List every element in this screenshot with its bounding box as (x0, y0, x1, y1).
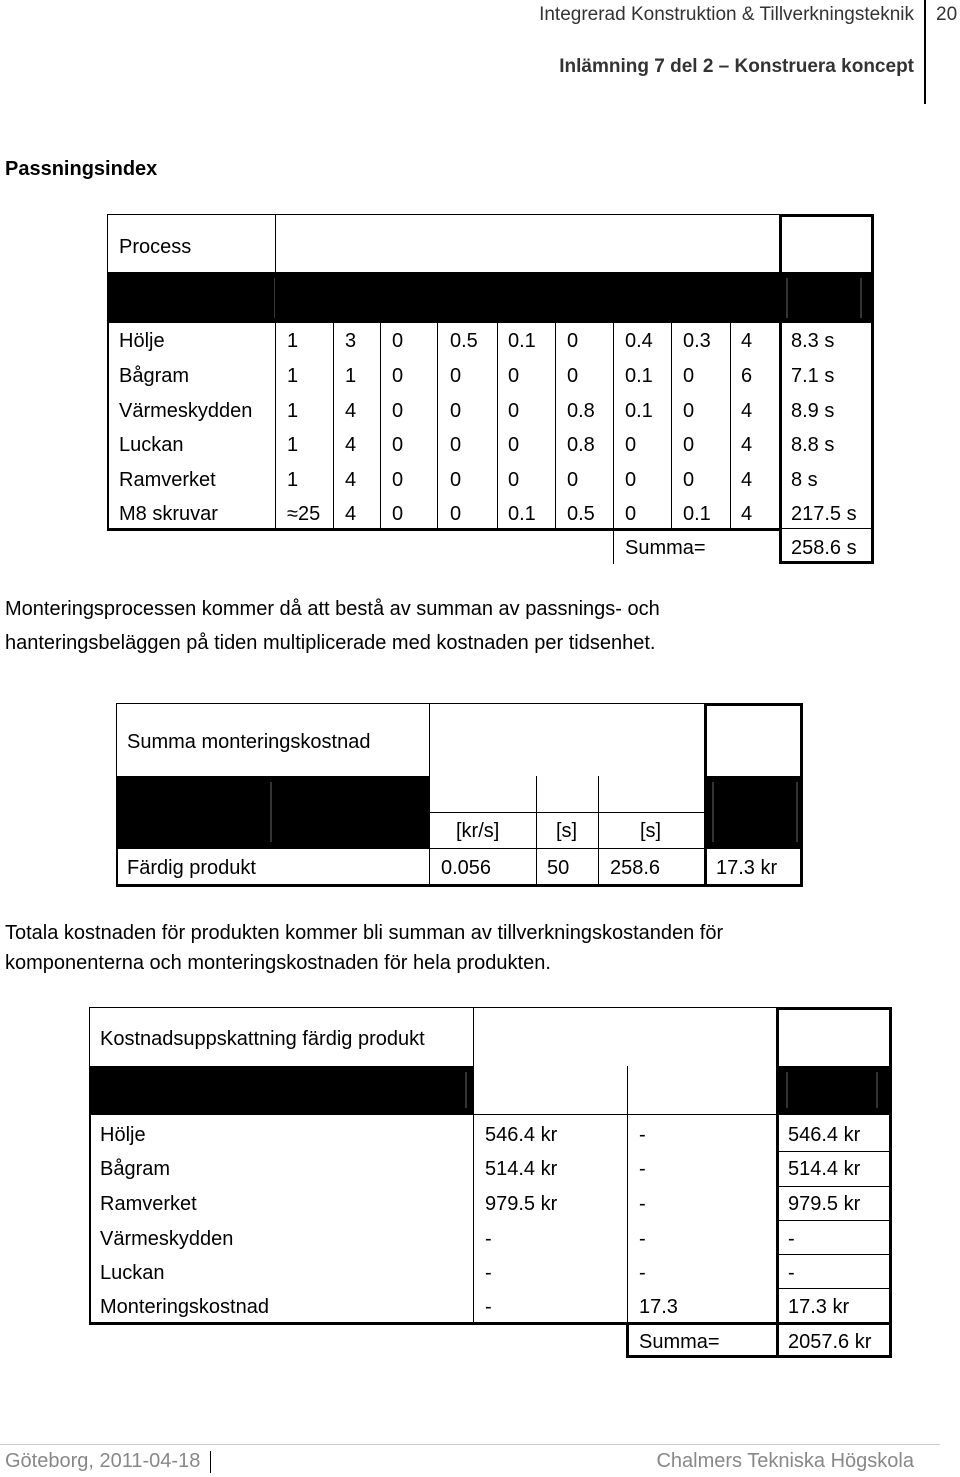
t2-cell: 258.6 (610, 857, 661, 879)
t2-header-blank (429, 703, 706, 777)
t1-col-line (437, 272, 438, 530)
t3-band-sep (465, 1072, 467, 1108)
t1-cell: 0 (450, 469, 462, 491)
paragraph-2-line: Totala kostnaden för produkten kommer bli summan av tillverkningskostanden för (5, 922, 724, 944)
t3-cell: - (639, 1158, 646, 1180)
t3-row-line (776, 1220, 892, 1221)
t1-cell: 0 (392, 434, 404, 456)
t1-col-line (730, 272, 731, 530)
t3-row-line (776, 1254, 892, 1255)
t3-sum-box-left (626, 1322, 629, 1358)
t1-black-band (107, 272, 874, 322)
t2-col-line (598, 776, 599, 886)
t1-cell: 0 (392, 469, 404, 491)
t3-header-blank (473, 1007, 779, 1067)
t1-cell: 0 (508, 469, 520, 491)
t1-col-line (107, 322, 109, 530)
t1-cell: 4 (741, 503, 753, 525)
t1-sum-value: 258.6 s (791, 537, 857, 559)
t1-band-sep (860, 278, 862, 318)
t2-cell: 0.056 (441, 857, 492, 879)
t3-cell: - (485, 1228, 492, 1250)
t2-band-sep (712, 782, 714, 842)
t1-cell: 1 (287, 434, 299, 456)
t3-row-line (776, 1186, 892, 1187)
t3-row-line (776, 1151, 892, 1152)
t2-black-band-right (704, 776, 803, 848)
t1-cell: 0.1 (625, 365, 653, 387)
t3-row-name: Luckan (100, 1262, 165, 1284)
t1-cell: 6 (741, 365, 753, 387)
t1-row-name: Värmeskydden (119, 400, 253, 422)
t3-col-line (889, 1066, 892, 1358)
t1-cell: 1 (287, 330, 299, 352)
t1-row-total: 8.9 s (791, 400, 835, 422)
t1-col-line (555, 272, 556, 530)
t3-row-name: Hölje (100, 1124, 146, 1146)
t3-sum-box-bottom (626, 1355, 892, 1358)
t1-cell: 0 (567, 469, 579, 491)
t3-row-total: 979.5 kr (788, 1193, 861, 1215)
t3-row-total: 514.4 kr (788, 1158, 861, 1180)
t1-cell: 0 (508, 400, 520, 422)
t2-row-name: Färdig produkt (127, 857, 256, 879)
t1-row-line (107, 322, 874, 323)
t1-cell: 0.5 (450, 330, 478, 352)
t1-cell: 0 (392, 400, 404, 422)
t3-col-line (473, 1066, 474, 1324)
t1-col-line (333, 272, 334, 530)
t3-row-total: - (788, 1262, 795, 1284)
t3-row-line (89, 1114, 892, 1115)
t3-row-total: 17.3 kr (788, 1296, 850, 1318)
t3-row-name: Bågram (100, 1158, 171, 1180)
t3-col-line (627, 1066, 628, 1324)
t1-cell: 0 (508, 365, 520, 387)
t1-cell: 1 (287, 469, 299, 491)
t1-cell: 0 (567, 330, 579, 352)
t1-cell: 4 (345, 469, 357, 491)
paragraph-2 (5, 918, 723, 978)
t2-unit: [s] (640, 820, 662, 842)
t3-cell: - (639, 1193, 646, 1215)
t3-band-sep (786, 1072, 788, 1108)
t1-cell: 0.1 (625, 400, 653, 422)
t1-cell: 0 (450, 365, 462, 387)
t1-row-total: 8 s (791, 469, 818, 491)
t1-cell: 0 (392, 330, 404, 352)
t1-row-name: Ramverket (119, 469, 216, 491)
t1-row-name: M8 skruvar (119, 503, 218, 525)
t1-sum-label: Summa= (625, 537, 706, 559)
t1-row-name: Luckan (119, 434, 184, 456)
t1-cell: 0 (683, 400, 695, 422)
t2-unit: [s] (556, 820, 578, 842)
paragraph-1-line: Monteringsprocessen kommer då att bestå av summan av passnings- och (5, 598, 660, 620)
t1-band-sep (786, 278, 788, 318)
t1-header-total-cell (779, 214, 874, 272)
t2-unit: [kr/s] (456, 820, 500, 842)
t1-sum-box-left (613, 528, 614, 564)
t1-row-total: 217.5 s (791, 503, 857, 525)
t3-cell: 546.4 kr (485, 1124, 558, 1146)
t2-black-band-left (116, 776, 430, 848)
t1-row-name: Hölje (119, 330, 165, 352)
t1-row-total: 8.8 s (791, 434, 835, 456)
t1-cell: 0.1 (508, 330, 536, 352)
t3-cell: - (639, 1262, 646, 1284)
t1-row-total: 7.1 s (791, 365, 835, 387)
t1-cell: 3 (345, 330, 357, 352)
t2-col-line (800, 776, 803, 886)
paragraph-1-line: hanteringsbeläggen på tiden multiplicerade med kostnaden per tidsenhet. (5, 632, 656, 654)
t1-col-line (671, 272, 672, 530)
t3-row-line (776, 1288, 892, 1289)
t3-row-name: Värmeskydden (100, 1228, 234, 1250)
footer-separator (210, 1451, 211, 1473)
t3-row-total: - (788, 1228, 795, 1250)
t1-col-line (380, 272, 381, 530)
t2-header-total-cell (704, 703, 803, 777)
header-title: Integrerad Konstruktion & Tillverkningsteknik (539, 4, 914, 25)
t1-col-line (871, 272, 874, 564)
t1-cell: 4 (345, 503, 357, 525)
t3-header-total-cell (776, 1007, 892, 1067)
t3-cell: - (639, 1124, 646, 1146)
t1-cell: 4 (741, 400, 753, 422)
t1-row-line (107, 528, 782, 531)
t2-row-total: 17.3 kr (716, 857, 778, 879)
t1-cell: 4 (741, 330, 753, 352)
t1-header-blank (275, 214, 780, 272)
t1-cell: 0.4 (625, 330, 653, 352)
footer-date: Göteborg, 2011-04-18 (5, 1450, 201, 1472)
t1-cell: 0.8 (567, 434, 595, 456)
t1-cell: 0 (450, 400, 462, 422)
t1-cell: 0.1 (683, 503, 711, 525)
t1-cell: 0 (625, 469, 637, 491)
t3-black-band-right (776, 1066, 892, 1114)
t2-row-line (429, 812, 707, 813)
header-divider (924, 0, 926, 104)
t3-col-line (89, 1114, 91, 1324)
t2-col-line (536, 776, 537, 886)
t1-cell: 0 (625, 434, 637, 456)
t3-band-sep (876, 1072, 878, 1108)
t3-cell: - (485, 1262, 492, 1284)
section-title: Passningsindex (5, 158, 158, 180)
t2-left-edge (116, 848, 118, 886)
t1-cell: 4 (345, 434, 357, 456)
t1-cell: 0.5 (567, 503, 595, 525)
t1-cell: ≈25 (287, 503, 321, 525)
t2-band-sep (270, 782, 272, 842)
t1-row-line (779, 528, 874, 529)
t2-row-line (116, 848, 803, 849)
t1-cell: 0 (683, 469, 695, 491)
t1-sum-box-bottom (779, 561, 874, 564)
t1-col-line (497, 272, 498, 530)
t1-cell: 0 (508, 434, 520, 456)
t3-col-line (776, 1066, 779, 1358)
t3-cell: 17.3 (639, 1296, 678, 1318)
t3-black-band (89, 1066, 474, 1114)
footer-divider (0, 1444, 940, 1445)
t3-row-line (89, 1322, 892, 1325)
t1-cell: 1 (345, 365, 357, 387)
paragraph-1 (5, 592, 660, 660)
t3-sum-label: Summa= (639, 1331, 720, 1353)
t3-sum-value: 2057.6 kr (788, 1331, 872, 1353)
t1-col-line (275, 272, 276, 530)
footer-left (5, 1450, 211, 1473)
t3-header-label: Kostnadsuppskattning färdig produkt (100, 1028, 425, 1050)
t3-cell: 514.4 kr (485, 1158, 558, 1180)
header-subtitle: Inlämning 7 del 2 – Konstruera koncept (559, 56, 914, 77)
t1-col-line (779, 272, 782, 564)
t3-row-total: 546.4 kr (788, 1124, 861, 1146)
t1-cell: 0.3 (683, 330, 711, 352)
t1-cell: 0 (683, 365, 695, 387)
t2-band-sep (796, 782, 798, 842)
t2-bottom-line (116, 884, 803, 887)
t1-cell: 0 (450, 503, 462, 525)
t2-cell: 50 (547, 857, 570, 879)
footer-right: Chalmers Tekniska Högskola (656, 1450, 914, 1472)
paragraph-2-line: komponenterna och monteringskostnaden för hela produkten. (5, 952, 551, 974)
t1-cell: 4 (345, 400, 357, 422)
page-number: 20 (936, 4, 958, 25)
t1-cell: 1 (287, 400, 299, 422)
t1-col-line (613, 272, 614, 530)
t3-row-name: Monteringskostnad (100, 1296, 269, 1318)
t1-row-name: Bågram (119, 365, 190, 387)
t1-cell: 0.1 (508, 503, 536, 525)
t1-row-total: 8.3 s (791, 330, 835, 352)
t2-col-line (704, 776, 707, 886)
t3-cell: - (639, 1228, 646, 1250)
t2-col-line (429, 776, 430, 886)
t1-cell: 0 (392, 365, 404, 387)
t1-cell: 0 (625, 503, 637, 525)
t1-cell: 4 (741, 469, 753, 491)
t3-cell: 979.5 kr (485, 1193, 558, 1215)
t1-header-label: Process (119, 236, 192, 258)
t3-row-name: Ramverket (100, 1193, 197, 1215)
t1-cell: 4 (741, 434, 753, 456)
t1-cell: 0 (567, 365, 579, 387)
t1-cell: 0 (450, 434, 462, 456)
t1-cell: 1 (287, 365, 299, 387)
t1-cell: 0 (392, 503, 404, 525)
t2-header-label: Summa monteringskostnad (127, 731, 371, 753)
t3-cell: - (485, 1296, 492, 1318)
t1-cell: 0 (683, 434, 695, 456)
t1-cell: 0.8 (567, 400, 595, 422)
